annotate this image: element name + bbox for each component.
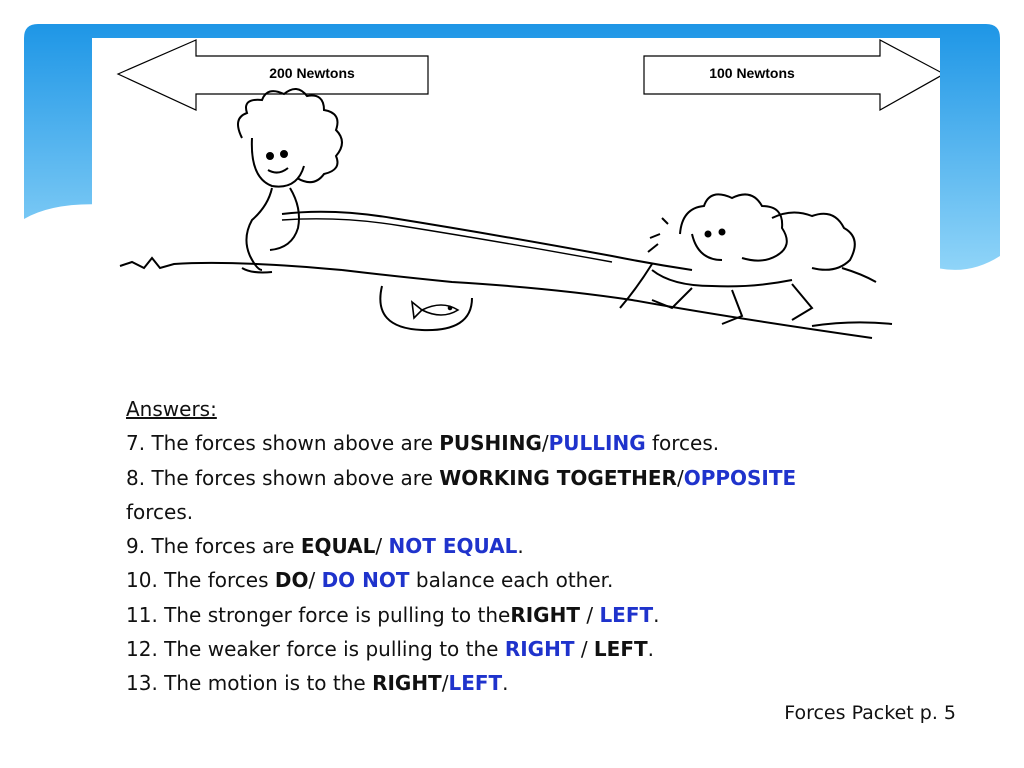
q12-option-1: RIGHT	[504, 637, 575, 662]
q10-option-2: DO NOT	[321, 568, 410, 593]
q7-separator: /	[541, 431, 549, 456]
q11-prefix: 11. The stronger force is pulling to the	[126, 602, 511, 627]
q7-option-2: PULLING	[548, 431, 646, 456]
q7-option-1: PUSHING	[439, 431, 542, 456]
answer-q8-continuation	[126, 495, 926, 529]
q13-separator: /	[441, 671, 449, 696]
girl-figure	[238, 89, 342, 273]
q13-option-2: LEFT	[448, 671, 503, 696]
footer-page-ref: Forces Packet p. 5	[784, 702, 956, 724]
q11-separator: /	[579, 602, 600, 627]
q10-prefix: 10. The forces	[126, 568, 275, 593]
left-force-arrow	[118, 40, 428, 110]
q12-separator: /	[574, 637, 594, 662]
q8-suffix: forces.	[126, 499, 194, 524]
q9-separator: /	[375, 534, 389, 559]
right-force-arrow	[644, 40, 940, 110]
q8-separator: /	[676, 465, 684, 490]
answer-q9	[126, 529, 926, 563]
answer-q8	[126, 461, 926, 495]
q12-option-2: LEFT	[593, 637, 648, 662]
left-arrow-label: 200 Newtons	[269, 65, 355, 81]
q13-option-1: RIGHT	[372, 671, 442, 696]
q11-suffix: .	[653, 602, 660, 627]
fish-icon	[412, 302, 458, 318]
answer-q7	[126, 426, 926, 460]
q8-option-2: OPPOSITE	[683, 465, 797, 490]
q9-prefix: 9. The forces are	[126, 534, 301, 559]
q12-suffix: .	[647, 637, 654, 662]
q11-option-2: LEFT	[599, 602, 654, 627]
q13-suffix: .	[502, 671, 509, 696]
q8-prefix: 8. The forces shown above are	[126, 465, 440, 490]
rope	[282, 212, 692, 270]
q10-suffix: balance each other.	[409, 568, 614, 593]
q7-prefix: 7. The forces shown above are	[126, 431, 440, 456]
answer-q12	[126, 632, 926, 666]
q10-separator: /	[308, 568, 322, 593]
q13-prefix: 13. The motion is to the	[126, 671, 373, 696]
q8-option-1: WORKING TOGETHER	[439, 465, 677, 490]
answer-q11	[126, 598, 926, 632]
q9-option-2: NOT EQUAL	[388, 534, 518, 559]
q11-option-1: RIGHT	[510, 602, 580, 627]
q12-prefix: 12. The weaker force is pulling to the	[126, 637, 505, 662]
q10-option-1: DO	[274, 568, 309, 593]
answer-q10	[126, 563, 926, 597]
right-arrow-label: 100 Newtons	[709, 65, 795, 81]
answers-section	[126, 392, 926, 701]
q9-suffix: .	[517, 534, 524, 559]
q9-option-1: EQUAL	[300, 534, 376, 559]
tug-of-war-figure	[92, 38, 940, 344]
ground-lines	[120, 258, 892, 338]
q7-suffix: forces.	[645, 431, 720, 456]
answers-heading: Answers:	[126, 397, 217, 421]
answer-q13	[126, 666, 926, 700]
